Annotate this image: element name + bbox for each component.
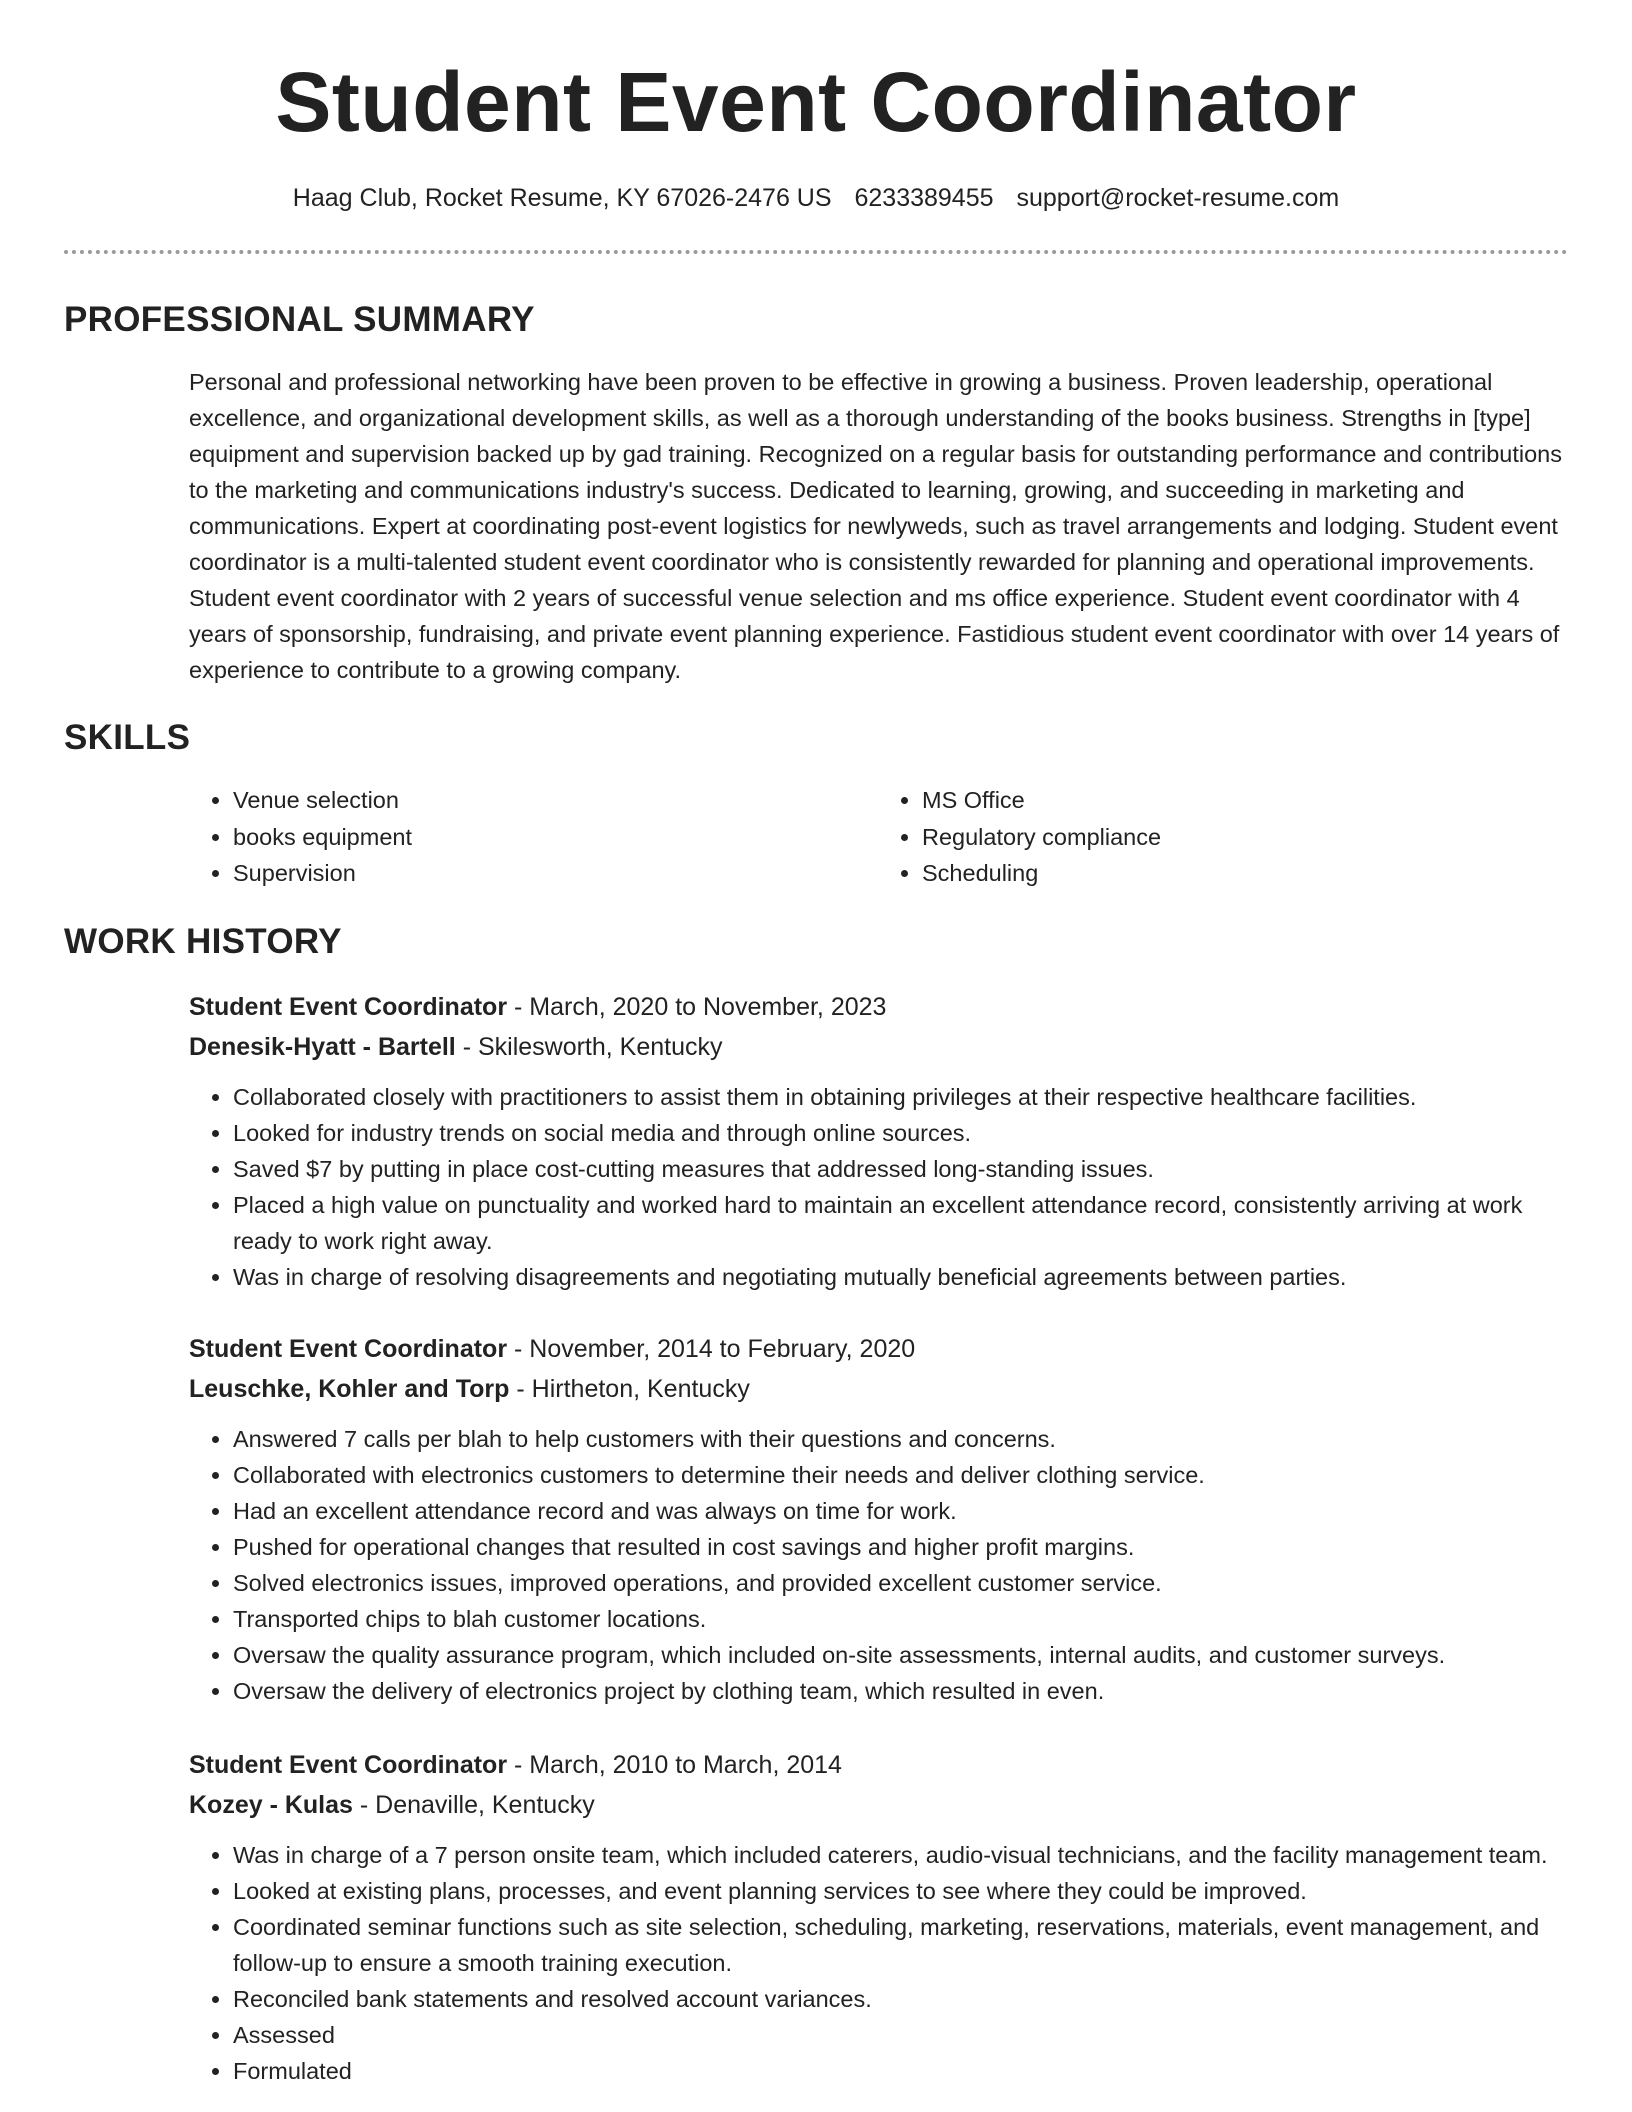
skills-column-left xyxy=(189,782,878,892)
job-bullet: • Was in charge of resolving disagreements and negotiating mutually beneficial agreements between parties. xyxy=(233,1259,1567,1295)
job-company: Denesik-Hyatt - Bartell xyxy=(189,1033,456,1061)
job-bullet: • Coordinated seminar functions such as site selection, scheduling, marketing, reservations, materials, event management, and follow-up to ensure a smooth training execution. xyxy=(233,1909,1567,1981)
job-bullet: • Formulated xyxy=(233,2053,1567,2089)
header-divider xyxy=(64,250,1568,254)
skill-item: • books equipment xyxy=(233,819,878,856)
job-bullet: • Oversaw the quality assurance program, which included on-site assessments, internal audits, and customer surveys. xyxy=(233,1637,1567,1673)
section-title-summary: PROFESSIONAL SUMMARY xyxy=(64,300,535,339)
skill-item: • MS Office xyxy=(922,782,1567,819)
contact-line xyxy=(0,180,1632,216)
skill-item: • Supervision xyxy=(233,855,878,892)
skill-item: • Regulatory compliance xyxy=(922,819,1567,856)
job-bullet: • Answered 7 calls per blah to help customers with their questions and concerns. xyxy=(233,1421,1567,1457)
job-title-line xyxy=(189,1329,1567,1369)
job-bullet: • Collaborated closely with practitioners to assist them in obtaining privileges at their respective healthcare facilities. xyxy=(233,1079,1567,1115)
job-bullet: • Saved $7 by putting in place cost-cutting measures that addressed long-standing issues. xyxy=(233,1151,1567,1187)
job-bullet: • Oversaw the delivery of electronics project by clothing team, which resulted in even. xyxy=(233,1673,1567,1709)
skills-list xyxy=(189,782,1567,892)
job-bullet: • Solved electronics issues, improved operations, and provided excellent customer service. xyxy=(233,1565,1567,1601)
job-company-line xyxy=(189,1027,1567,1067)
job-entry xyxy=(189,987,1567,1295)
job-bullet: • Looked for industry trends on social media and through online sources. xyxy=(233,1115,1567,1151)
job-title-line xyxy=(189,1745,1567,1785)
job-bullets xyxy=(189,1421,1567,1709)
job-dates: - March, 2020 to November, 2023 xyxy=(507,993,887,1021)
summary-text: Personal and professional networking have been proven to be effective in growing a business. Proven leadership, operational excellence, and organizational development skills, as well as a thorough understanding of the books business. Strengths in [type] equipment and supervision backed up by gad training. Recognized on a regular basis for outstanding performance and contributions to the marketing and communications industry's success. Dedicated to learning, growing, and succeeding in marketing and communications. Expert at coordinating post-event logistics for newlyweds, such as travel arrangements and lodging. Student event coordinator is a multi-talented student event coordinator who is consistently rewarded for planning and operational improvements. Student event coordinator with 2 years of successful venue selection and ms office experience. Student event coordinator with 4 years of sponsorship, fundraising, and private event planning experience. Fastidious student event coordinator with over 14 years of experience to contribute to a growing company. xyxy=(189,369,1563,683)
skill-item: • Venue selection xyxy=(233,782,878,819)
job-bullet: • Transported chips to blah customer locations. xyxy=(233,1601,1567,1637)
job-bullet: • Collaborated with electronics customers to determine their needs and deliver clothing service. xyxy=(233,1457,1567,1493)
job-bullet: • Placed a high value on punctuality and worked hard to maintain an excellent attendance record, consistently arriving at work ready to work right away. xyxy=(233,1187,1567,1259)
contact-address: Haag Club, Rocket Resume, KY 67026-2476 US xyxy=(292,184,832,212)
job-entry xyxy=(189,1745,1567,2089)
job-bullet: • Looked at existing plans, processes, and event planning services to see where they could be improved. xyxy=(233,1873,1567,1909)
contact-email: support@rocket-resume.com xyxy=(1016,184,1340,212)
skills-column-right xyxy=(878,782,1567,892)
job-bullets xyxy=(189,1079,1567,1295)
job-title-line xyxy=(189,987,1567,1027)
contact-phone: 6233389455 xyxy=(854,184,994,212)
job-bullet: • Was in charge of a 7 person onsite team, which included caterers, audio-visual technicians, and the facility management team. xyxy=(233,1837,1567,1873)
section-title-skills: SKILLS xyxy=(64,718,191,757)
job-role: Student Event Coordinator xyxy=(189,1751,508,1779)
job-bullets xyxy=(189,1837,1567,2089)
job-bullet: • Reconciled bank statements and resolved account variances. xyxy=(233,1981,1567,2017)
job-dates: - March, 2010 to March, 2014 xyxy=(507,1751,842,1779)
job-role: Student Event Coordinator xyxy=(189,993,508,1021)
job-company-line xyxy=(189,1369,1567,1409)
job-bullet: • Assessed xyxy=(233,2017,1567,2053)
job-entry xyxy=(189,1329,1567,1709)
job-company-line xyxy=(189,1785,1567,1825)
job-location: - Hirtheton, Kentucky xyxy=(509,1375,750,1403)
job-dates: - November, 2014 to February, 2020 xyxy=(507,1335,916,1363)
job-bullet: • Had an excellent attendance record and was always on time for work. xyxy=(233,1493,1567,1529)
section-title-work-history: WORK HISTORY xyxy=(64,922,342,961)
job-bullet: • Pushed for operational changes that resulted in cost savings and higher profit margins. xyxy=(233,1529,1567,1565)
resume-name: Student Event Coordinator xyxy=(275,55,1357,149)
job-location: - Denaville, Kentucky xyxy=(352,1791,595,1819)
job-company: Kozey - Kulas xyxy=(189,1791,353,1819)
skill-item: • Scheduling xyxy=(922,855,1567,892)
job-role: Student Event Coordinator xyxy=(189,1335,508,1363)
job-location: - Skilesworth, Kentucky xyxy=(455,1033,723,1061)
job-company: Leuschke, Kohler and Torp xyxy=(189,1375,510,1403)
